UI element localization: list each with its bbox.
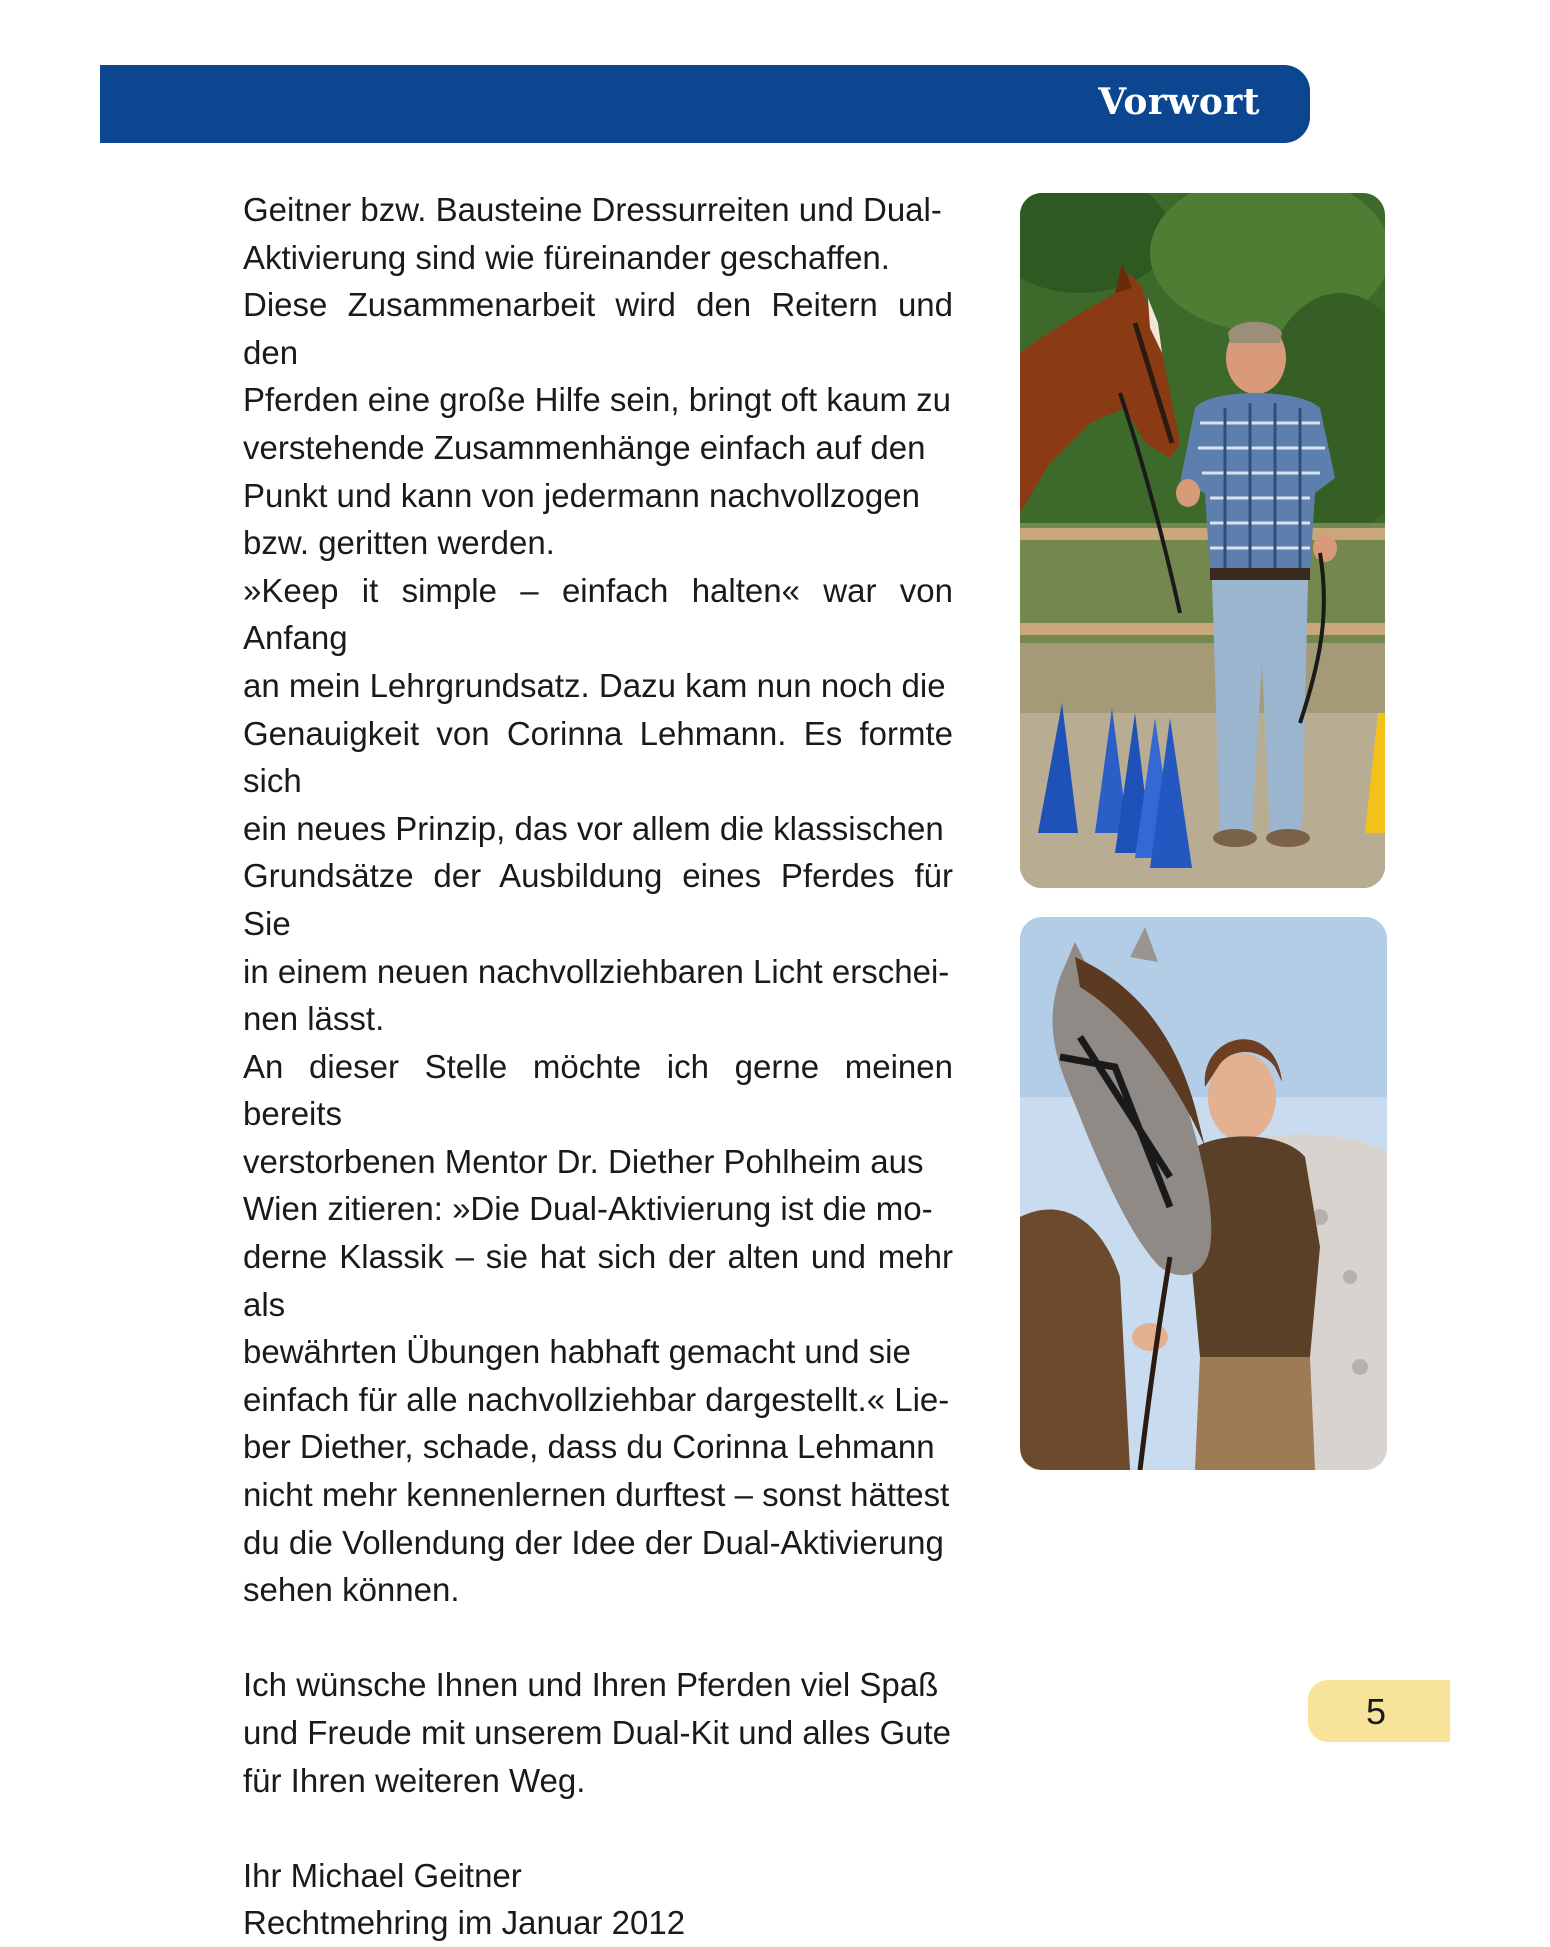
- text-line: bzw. geritten werden.: [243, 524, 555, 562]
- text-line: nicht mehr kennenlernen durftest – sonst hättest: [243, 1476, 950, 1514]
- header-bar: [100, 65, 1310, 143]
- signature-name: Ihr Michael Geitner: [243, 1856, 522, 1894]
- text-line: einfach für alle nachvollziehbar dargestellt.« Lie-: [243, 1380, 950, 1418]
- text-line: du die Vollendung der Idee der Dual-Aktivierung: [243, 1523, 944, 1561]
- text-line: ein neues Prinzip, das vor allem die klassischen: [243, 809, 944, 847]
- paragraph-gap: [243, 1614, 953, 1662]
- photo-woman-with-horse: [1020, 917, 1387, 1470]
- text-line: Ich wünsche Ihnen und Ihren Pferden viel Spaß: [243, 1666, 939, 1704]
- text-line: Diese Zusammenarbeit wird den Reitern und den: [243, 286, 953, 371]
- text-line: Grundsätze der Ausbildung eines Pferdes für Sie: [243, 857, 953, 942]
- text-line: Genauigkeit von Corinna Lehmann. Es formte sich: [243, 714, 953, 800]
- text-line: An dieser Stelle möchte ich gerne meinen bereits: [243, 1047, 953, 1133]
- text-line: sehen können.: [243, 1571, 460, 1609]
- text-line: Geitner bzw. Bausteine Dressurreiten und Dual-: [243, 191, 942, 228]
- text-line: ber Diether, schade, dass du Corinna Lehmann: [243, 1428, 935, 1466]
- body-text: [243, 186, 953, 1947]
- paragraph-gap: [243, 1804, 953, 1852]
- text-line: und Freude mit unserem Dual-Kit und alles Gute: [243, 1714, 952, 1751]
- text-line: verstehende Zusammenhänge einfach auf den: [243, 428, 926, 466]
- page-number: 5: [1366, 1691, 1387, 1732]
- text-line: Wien zitieren: »Die Dual-Aktivierung ist die mo-: [243, 1190, 933, 1228]
- text-line: für Ihren weiteren Weg.: [243, 1761, 586, 1799]
- text-line: in einem neuen nachvollziehbaren Licht erschei-: [243, 952, 950, 990]
- text-line: an mein Lehrgrundsatz. Dazu kam nun noch die: [243, 666, 946, 704]
- signature-place-date: Rechtmehring im Januar 2012: [243, 1904, 686, 1942]
- page-number-tab: [1308, 1680, 1450, 1742]
- section-title: Vorwort: [1098, 81, 1260, 123]
- text-line: Punkt und kann von jedermann nachvollzogen: [243, 476, 920, 514]
- text-line: nen lässt.: [243, 1000, 385, 1038]
- text-line: verstorbenen Mentor Dr. Diether Pohlheim aus: [243, 1142, 924, 1180]
- text-line: derne Klassik – sie hat sich der alten und mehr als: [243, 1238, 953, 1323]
- text-line: »Keep it simple – einfach halten« war von Anfang: [243, 571, 953, 657]
- text-line: Pferden eine große Hilfe sein, bringt oft kaum zu: [243, 381, 952, 419]
- text-line: Aktivierung sind wie füreinander geschaffen.: [243, 238, 890, 276]
- photo-man-with-horse: [1020, 193, 1385, 888]
- text-line: bewährten Übungen habhaft gemacht und sie: [243, 1333, 911, 1371]
